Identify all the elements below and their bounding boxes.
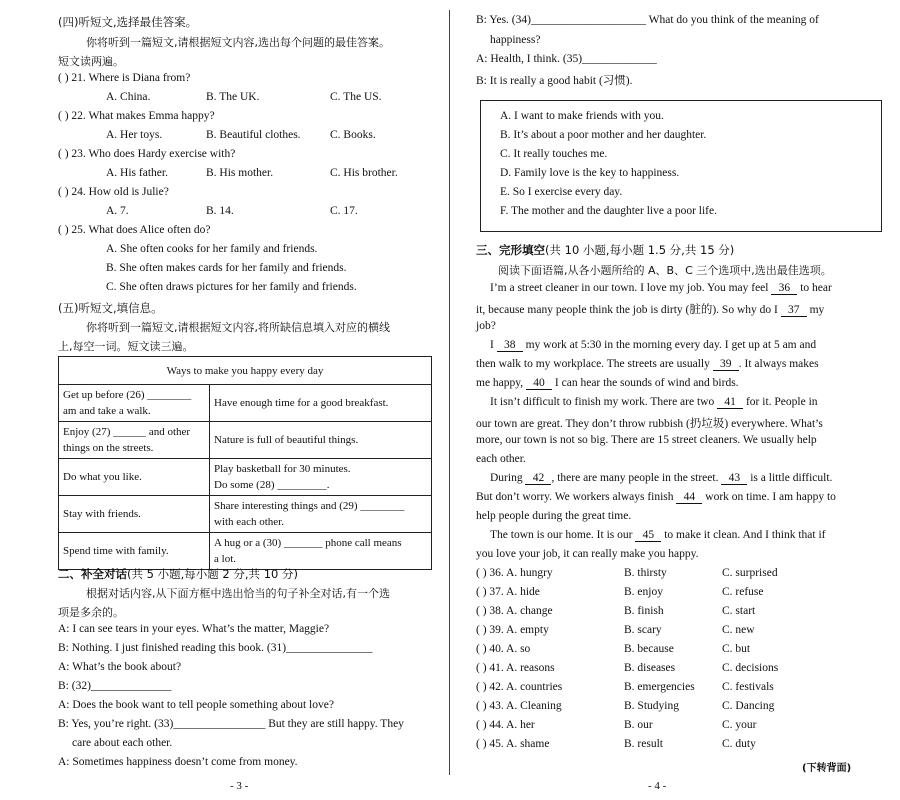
section-2-instruction-2: 项是多余的。: [58, 606, 124, 619]
section-2-heading: 二、补全对话(共 5 小题,每小题 2 分,共 10 分): [58, 567, 298, 581]
blank-38[interactable]: 38: [497, 339, 523, 352]
option-d[interactable]: D. Family love is the key to happiness.: [500, 167, 680, 179]
cloze-option-b[interactable]: B. because: [624, 643, 674, 655]
section-3-instruction: 阅读下面语篇,从各小题所给的 A、B、C 三个选项中,选出最佳选项。: [498, 264, 832, 277]
cloze-option-c[interactable]: C. new: [722, 624, 755, 636]
cloze-question-40[interactable]: ( ) 40. A. so: [476, 643, 531, 655]
passage-line: each other.: [476, 453, 526, 465]
passage-line: I’m a street cleaner in our town. I love my job. You may feel 36 to hear: [490, 282, 832, 294]
cloze-option-b[interactable]: B. finish: [624, 605, 664, 617]
section-4-instruction-2: 短文读两遍。: [58, 55, 124, 68]
blank-41[interactable]: 41: [717, 396, 743, 409]
dialogue-line: care about each other.: [72, 737, 173, 749]
option-22-c[interactable]: C. Books.: [330, 129, 376, 141]
blank-39[interactable]: 39: [713, 358, 739, 371]
question-22: ( ) 22. What makes Emma happy?: [58, 110, 215, 122]
blank-45[interactable]: 45: [635, 529, 661, 542]
passage-line: our town are great. They don’t throw rubbish (扔垃圾) everywhere. What’s: [476, 418, 823, 430]
table-cell: Get up before (26) ________ am and take a walk.: [59, 385, 210, 422]
cloze-question-44[interactable]: ( ) 44. A. her: [476, 719, 535, 731]
section-4-title: (四)听短文,选择最佳答案。: [58, 15, 198, 29]
passage-line: it, because many people think the job is dirty (脏的). So why do I 37 my: [476, 304, 825, 316]
table-cell: Have enough time for a good breakfast.: [210, 385, 432, 422]
page-number: - 4 -: [648, 780, 667, 792]
cloze-option-c[interactable]: C. duty: [722, 738, 756, 750]
section-5-title: (五)听短文,填信息。: [58, 301, 163, 315]
passage-line: you love your job, it can really make you happy.: [476, 548, 699, 560]
cloze-question-42[interactable]: ( ) 42. A. countries: [476, 681, 563, 693]
cloze-option-c[interactable]: C. festivals: [722, 681, 774, 693]
cloze-option-c[interactable]: C. start: [722, 605, 756, 617]
passage-line: job?: [476, 320, 496, 332]
cloze-option-b[interactable]: B. thirsty: [624, 567, 667, 579]
option-21-c[interactable]: C. The US.: [330, 91, 382, 103]
dialogue-line: A: I can see tears in your eyes. What’s the matter, Maggie?: [58, 623, 330, 635]
section-5-instruction-2: 上,每空一词。短文读三遍。: [58, 340, 194, 353]
table-cell: A hug or a (30) _______ phone call means a lot.: [210, 533, 432, 570]
cloze-option-c[interactable]: C. decisions: [722, 662, 779, 674]
table-cell: Enjoy (27) ______ and other things on the streets.: [59, 422, 210, 459]
blank-43[interactable]: 43: [721, 472, 747, 485]
option-25-a[interactable]: A. She often cooks for her family and friends.: [106, 243, 318, 255]
blank-37[interactable]: 37: [781, 304, 807, 317]
passage-line: more, our town is not so big. There are 15 street cleaners. We usually help: [476, 434, 817, 446]
option-25-b[interactable]: B. She often makes cards for her family and friends.: [106, 262, 347, 274]
question-24: ( ) 24. How old is Julie?: [58, 186, 169, 198]
option-24-b[interactable]: B. 14.: [206, 205, 234, 217]
table-cell: Stay with friends.: [59, 496, 210, 533]
question-25: ( ) 25. What does Alice often do?: [58, 224, 211, 236]
happiness-table: [58, 356, 432, 570]
option-22-a[interactable]: A. Her toys.: [106, 129, 163, 141]
option-24-c[interactable]: C. 17.: [330, 205, 358, 217]
section-4-instruction: 你将听到一篇短文,请根据短文内容,选出每个问题的最佳答案。: [86, 36, 390, 49]
section-3-heading: 三、完形填空(共 10 小题,每小题 1.5 分,共 15 分): [476, 243, 735, 257]
cloze-question-41[interactable]: ( ) 41. A. reasons: [476, 662, 555, 674]
cloze-option-c[interactable]: C. Dancing: [722, 700, 775, 712]
passage-line: It isn’t difficult to finish my work. There are two 41 for it. People in: [490, 396, 818, 408]
option-e[interactable]: E. So I exercise every day.: [500, 186, 623, 198]
table-cell: Spend time with family.: [59, 533, 210, 570]
dialogue-line-34[interactable]: B: Yes. (34)____________________ What do you think of the meaning of: [476, 14, 819, 26]
dialogue-line-35[interactable]: A: Health, I think. (35)_____________: [476, 53, 657, 65]
table-cell: Play basketball for 30 minutes. Do some (28) _________.: [210, 459, 432, 496]
cloze-question-43[interactable]: ( ) 43. A. Cleaning: [476, 700, 562, 712]
cloze-option-b[interactable]: B. scary: [624, 624, 662, 636]
section-5-instruction: 你将听到一篇短文,请根据短文内容,将所缺信息填入对应的横线: [86, 321, 390, 334]
option-23-a[interactable]: A. His father.: [106, 167, 168, 179]
continue-note: (下转背面): [802, 763, 852, 774]
option-24-a[interactable]: A. 7.: [106, 205, 129, 217]
cloze-question-36[interactable]: ( ) 36. A. hungry: [476, 567, 553, 579]
blank-36[interactable]: 36: [771, 282, 797, 295]
option-23-b[interactable]: B. His mother.: [206, 167, 274, 179]
dialogue-line: A: What’s the book about?: [58, 661, 182, 673]
option-f[interactable]: F. The mother and the daughter live a poor life.: [500, 205, 717, 217]
cloze-option-c[interactable]: C. but: [722, 643, 751, 655]
cloze-option-c[interactable]: C. refuse: [722, 586, 764, 598]
cloze-question-37[interactable]: ( ) 37. A. hide: [476, 586, 540, 598]
page-right: [450, 0, 900, 800]
table-title: Ways to make you happy every day: [59, 357, 432, 385]
cloze-question-38[interactable]: ( ) 38. A. change: [476, 605, 553, 617]
dialogue-line: B: It is really a good habit (习惯).: [476, 75, 633, 87]
passage-line: then walk to my workplace. The streets are usually 39 . It always makes: [476, 358, 819, 370]
dialogue-line: A: Does the book want to tell people something about love?: [58, 699, 334, 711]
question-21: ( ) 21. Where is Diana from?: [58, 72, 191, 84]
question-23: ( ) 23. Who does Hardy exercise with?: [58, 148, 236, 160]
cloze-option-b[interactable]: B. emergencies: [624, 681, 695, 693]
option-b[interactable]: B. It’s about a poor mother and her daughter.: [500, 129, 707, 141]
cloze-option-c[interactable]: C. your: [722, 719, 757, 731]
dialogue-line-33[interactable]: B: Yes, you’re right. (33)________________ But they are still happy. They: [58, 718, 404, 730]
passage-line: The town is our home. It is our 45 to make it clean. And I think that if: [490, 529, 826, 541]
dialogue-line: happiness?: [490, 34, 541, 46]
table-cell: Nature is full of beautiful things.: [210, 422, 432, 459]
blank-44[interactable]: 44: [676, 491, 702, 504]
blank-40[interactable]: 40: [526, 377, 552, 390]
cloze-question-39[interactable]: ( ) 39. A. empty: [476, 624, 549, 636]
cloze-question-45[interactable]: ( ) 45. A. shame: [476, 738, 550, 750]
cloze-option-b[interactable]: B. enjoy: [624, 586, 663, 598]
option-21-b[interactable]: B. The UK.: [206, 91, 260, 103]
option-22-b[interactable]: B. Beautiful clothes.: [206, 129, 301, 141]
table-cell: Share interesting things and (29) ________ with each other.: [210, 496, 432, 533]
cloze-option-b[interactable]: B. Studying: [624, 700, 679, 712]
passage-line: me happy, 40 I can hear the sounds of wind and birds.: [476, 377, 739, 389]
option-a[interactable]: A. I want to make friends with you.: [500, 110, 664, 122]
cloze-option-c[interactable]: C. surprised: [722, 567, 778, 579]
passage-line: I 38 my work at 5:30 in the morning every day. I get up at 5 am and: [490, 339, 817, 351]
dialogue-line-32[interactable]: B: (32)______________: [58, 680, 172, 692]
section-2-instruction: 根据对话内容,从下面方框中选出恰当的句子补全对话,有一个选: [86, 587, 390, 600]
option-c[interactable]: C. It really touches me.: [500, 148, 608, 160]
option-21-a[interactable]: A. China.: [106, 91, 151, 103]
dialogue-line-31[interactable]: B: Nothing. I just finished reading this book. (31)_______________: [58, 642, 373, 654]
passage-line: During 42 , there are many people in the street. 43 is a little difficult.: [490, 472, 833, 484]
table-cell: Do what you like.: [59, 459, 210, 496]
passage-line: help people during the great time.: [476, 510, 632, 522]
cloze-option-b[interactable]: B. our: [624, 719, 653, 731]
cloze-option-b[interactable]: B. diseases: [624, 662, 676, 674]
passage-line: But don’t worry. We workers always finish 44 work on time. I am happy to: [476, 491, 836, 503]
blank-42[interactable]: 42: [525, 472, 551, 485]
option-25-c[interactable]: C. She often draws pictures for her family and friends.: [106, 281, 357, 293]
dialogue-line: A: Sometimes happiness doesn’t come from money.: [58, 756, 298, 768]
page-number: - 3 -: [230, 780, 249, 792]
cloze-option-b[interactable]: B. result: [624, 738, 663, 750]
option-23-c[interactable]: C. His brother.: [330, 167, 398, 179]
